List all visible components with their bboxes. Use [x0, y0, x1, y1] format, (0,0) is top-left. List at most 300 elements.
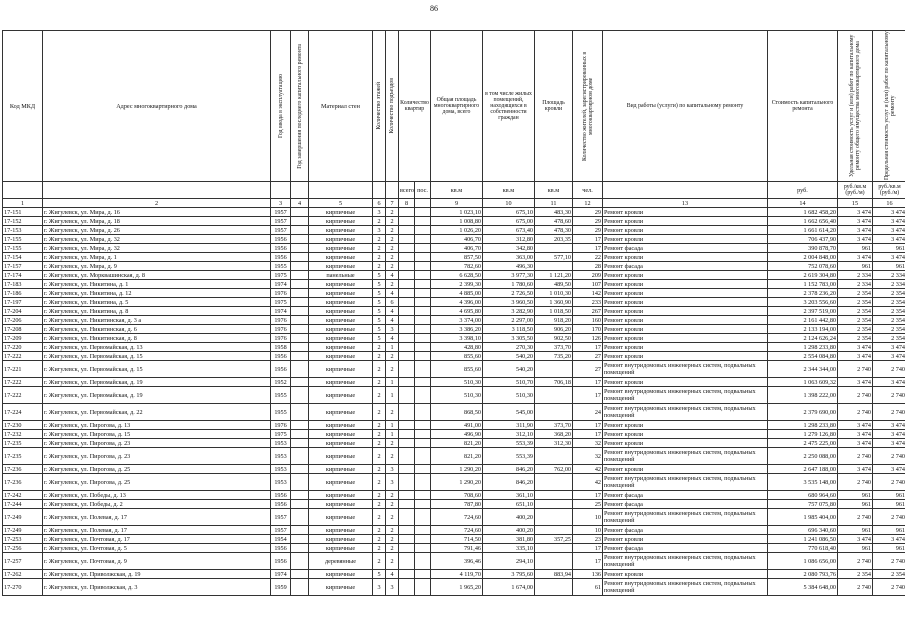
residents-cell: 17	[573, 387, 603, 404]
unit-cost-cell: 2 740	[838, 387, 873, 404]
max-cost-cell: 2 334	[873, 280, 905, 289]
apartments-pos-cell	[415, 361, 431, 378]
address-cell: г. Жигулевск, ул. Никитинская, д. 8	[43, 334, 271, 343]
roof-area-cell: 902,50	[535, 334, 573, 343]
year-cell: 1957	[271, 526, 291, 535]
res-area-cell: 342,80	[483, 244, 535, 253]
year-last-cell	[291, 289, 309, 298]
year-last-cell	[291, 430, 309, 439]
kod-cell: 17-244	[3, 500, 43, 509]
floors-cell: 2	[373, 387, 386, 404]
entrances-cell: 2	[386, 544, 399, 553]
kod-cell: 17-224	[3, 404, 43, 421]
apartments-pos-cell	[415, 271, 431, 280]
kod-cell: 17-151	[3, 208, 43, 217]
res-area-cell: 3 977,30	[483, 271, 535, 280]
total-area-cell: 708,60	[431, 491, 483, 500]
max-cost-cell: 3 474	[873, 217, 905, 226]
floors-cell: 2	[373, 439, 386, 448]
unit-cost-cell: 3 474	[838, 343, 873, 352]
col-number: 9	[431, 199, 483, 208]
table-row	[3, 439, 905, 448]
residents-cell: 17	[573, 378, 603, 387]
res-area-cell: 294,10	[483, 553, 535, 570]
total-area-cell: 6 628,50	[431, 271, 483, 280]
cost-cell: 2 379 690,00	[768, 404, 838, 421]
apartments-pos-cell	[415, 280, 431, 289]
kod-cell: 17-235	[3, 448, 43, 465]
col-number: 14	[768, 199, 838, 208]
walls-cell: кирпичные	[309, 316, 373, 325]
year-last-cell	[291, 253, 309, 262]
work-cell: Ремонт кровли	[603, 535, 768, 544]
address-cell: г. Жигулевск, ул. Никитинская, д. 6	[43, 325, 271, 334]
address-cell: г. Жигулевск, ул. Никитина, д. 12	[43, 289, 271, 298]
year-cell: 1955	[271, 404, 291, 421]
cost-cell: 1 152 783,00	[768, 280, 838, 289]
roof-area-cell	[535, 361, 573, 378]
roof-area-cell: 735,20	[535, 352, 573, 361]
residents-cell: 107	[573, 280, 603, 289]
walls-cell: кирпичные	[309, 253, 373, 262]
max-cost-cell: 961	[873, 262, 905, 271]
year-cell: 1975	[271, 298, 291, 307]
col-number: 8	[399, 199, 415, 208]
work-cell: Ремонт внутридомовых инженерных систем, подвальных помещений	[603, 553, 768, 570]
col-number: 1	[3, 199, 43, 208]
residents-cell: 136	[573, 570, 603, 579]
apartments-pos-cell	[415, 217, 431, 226]
table-row	[3, 500, 905, 509]
roof-area-cell	[535, 500, 573, 509]
walls-cell: панельные	[309, 271, 373, 280]
work-cell: Ремонт внутридомовых инженерных систем, подвальных помещений	[603, 509, 768, 526]
col-number: 13	[603, 199, 768, 208]
year-cell: 1953	[271, 448, 291, 465]
entrances-cell: 4	[386, 271, 399, 280]
table-row	[3, 491, 905, 500]
header-roof-area: Площадь кровли	[542, 100, 565, 112]
residents-cell: 17	[573, 421, 603, 430]
total-area-cell: 3 398,10	[431, 334, 483, 343]
residents-cell: 233	[573, 298, 603, 307]
res-area-cell: 400,20	[483, 526, 535, 535]
total-area-cell: 406,70	[431, 235, 483, 244]
address-cell: г. Жигулевск, ул. Пирогова, д. 15	[43, 430, 271, 439]
apartments-cell	[399, 244, 415, 253]
residents-cell: 61	[573, 579, 603, 596]
res-area-cell: 3 305,50	[483, 334, 535, 343]
roof-area-cell: 368,20	[535, 430, 573, 439]
year-last-cell	[291, 404, 309, 421]
apartments-cell	[399, 307, 415, 316]
year-cell: 1974	[271, 307, 291, 316]
kod-cell: 17-155	[3, 244, 43, 253]
entrances-cell: 2	[386, 217, 399, 226]
total-area-cell: 1 965,20	[431, 579, 483, 596]
work-cell: Ремонт фасада	[603, 262, 768, 271]
year-last-cell	[291, 244, 309, 253]
cost-cell: 2 378 236,20	[768, 289, 838, 298]
work-cell: Ремонт кровли	[603, 253, 768, 262]
residents-cell: 28	[573, 262, 603, 271]
cost-cell: 3 535 148,00	[768, 474, 838, 491]
walls-cell: кирпичные	[309, 307, 373, 316]
header-residents: Количество жителей, зарегистрированных в многоквартирном доме	[581, 51, 594, 161]
entrances-cell: 1	[386, 421, 399, 430]
max-cost-cell: 2 740	[873, 404, 905, 421]
residents-cell: 17	[573, 244, 603, 253]
apartments-pos-cell	[415, 404, 431, 421]
address-cell: г. Жигулевск, ул. Полевая, д. 17	[43, 509, 271, 526]
year-cell: 1976	[271, 289, 291, 298]
unit-cost-cell: 2 740	[838, 474, 873, 491]
walls-cell: кирпичные	[309, 526, 373, 535]
cost-cell: 680 964,60	[768, 491, 838, 500]
apartments-cell	[399, 535, 415, 544]
entrances-cell: 2	[386, 509, 399, 526]
residents-cell: 32	[573, 448, 603, 465]
kod-cell: 17-222	[3, 352, 43, 361]
total-area-cell: 868,50	[431, 404, 483, 421]
col-number: 5	[309, 199, 373, 208]
total-area-cell: 428,80	[431, 343, 483, 352]
address-cell: г. Жигулевск, ул. Победы, д. 13	[43, 491, 271, 500]
roof-area-cell	[535, 262, 573, 271]
work-cell: Ремонт кровли	[603, 352, 768, 361]
total-area-cell: 782,60	[431, 262, 483, 271]
floors-cell: 5	[373, 325, 386, 334]
walls-cell: кирпичные	[309, 226, 373, 235]
res-area-cell: 545,00	[483, 404, 535, 421]
address-cell: г. Жигулевск, ул. Полевая, д. 17	[43, 526, 271, 535]
residents-cell: 267	[573, 307, 603, 316]
residents-cell: 24	[573, 404, 603, 421]
res-area-cell: 496,30	[483, 262, 535, 271]
kod-cell: 17-253	[3, 535, 43, 544]
kod-cell: 17-206	[3, 316, 43, 325]
total-area-cell: 1 290,20	[431, 465, 483, 474]
res-area-cell: 1 674,00	[483, 579, 535, 596]
entrances-cell: 1	[386, 387, 399, 404]
cost-cell: 1 682 458,20	[768, 208, 838, 217]
apartments-pos-cell	[415, 343, 431, 352]
total-area-cell: 406,70	[431, 244, 483, 253]
unit-rub-sqm-2: руб./кв.м (руб./м)	[873, 182, 905, 199]
work-cell: Ремонт кровли	[603, 378, 768, 387]
cost-cell: 3 203 556,60	[768, 298, 838, 307]
total-area-cell: 510,30	[431, 378, 483, 387]
kod-cell: 17-270	[3, 579, 43, 596]
roof-area-cell: 357,25	[535, 535, 573, 544]
walls-cell: кирпичные	[309, 334, 373, 343]
header-walls: Материал стен	[309, 31, 373, 182]
max-cost-cell: 2 740	[873, 387, 905, 404]
floors-cell: 3	[373, 226, 386, 235]
table-row	[3, 280, 905, 289]
address-cell: г. Жигулевск, ул. Победы, д. 2	[43, 500, 271, 509]
apartments-cell	[399, 226, 415, 235]
address-cell: г. Жигулевск, ул. Никитина, д. 8	[43, 307, 271, 316]
address-cell: г. Жигулевск, ул. Приволжская, д. 3	[43, 579, 271, 596]
work-cell: Ремонт кровли	[603, 316, 768, 325]
header-total-area: Общая площадь многоквартирного дома, всего	[433, 97, 480, 115]
apartments-cell	[399, 208, 415, 217]
residents-cell: 42	[573, 465, 603, 474]
roof-area-cell: 1 018,50	[535, 307, 573, 316]
apartments-pos-cell	[415, 430, 431, 439]
unit-cost-cell: 2 740	[838, 404, 873, 421]
apartments-pos-cell	[415, 244, 431, 253]
entrances-cell: 6	[386, 298, 399, 307]
total-area-cell: 787,80	[431, 500, 483, 509]
entrances-cell: 2	[386, 235, 399, 244]
address-cell: г. Жигулевск, ул. Почтовая, д. 5	[43, 544, 271, 553]
year-cell: 1955	[271, 262, 291, 271]
max-cost-cell: 2 354	[873, 307, 905, 316]
table-row	[3, 316, 905, 325]
total-area-cell: 724,60	[431, 526, 483, 535]
apartments-cell	[399, 235, 415, 244]
max-cost-cell: 3 474	[873, 343, 905, 352]
year-last-cell	[291, 544, 309, 553]
apartments-cell	[399, 421, 415, 430]
year-last-cell	[291, 307, 309, 316]
year-last-cell	[291, 474, 309, 491]
unit-sqm-3: кв.м	[535, 182, 573, 199]
cost-cell: 390 878,70	[768, 244, 838, 253]
year-cell: 1956	[271, 244, 291, 253]
residents-cell: 170	[573, 325, 603, 334]
repair-register-table	[2, 30, 905, 596]
walls-cell: кирпичные	[309, 244, 373, 253]
max-cost-cell: 2 334	[873, 271, 905, 280]
year-last-cell	[291, 570, 309, 579]
work-cell: Ремонт кровли	[603, 289, 768, 298]
res-area-cell: 3 960,50	[483, 298, 535, 307]
entrances-cell: 3	[386, 465, 399, 474]
entrances-cell: 4	[386, 570, 399, 579]
walls-cell: кирпичные	[309, 208, 373, 217]
kod-cell: 17-235	[3, 439, 43, 448]
res-area-cell: 312,10	[483, 430, 535, 439]
cost-cell: 2 080 793,76	[768, 570, 838, 579]
apartments-cell	[399, 404, 415, 421]
residents-cell: 17	[573, 235, 603, 244]
total-area-cell: 855,60	[431, 352, 483, 361]
year-last-cell	[291, 325, 309, 334]
walls-cell: кирпичные	[309, 404, 373, 421]
col-number: 4	[291, 199, 309, 208]
year-last-cell	[291, 298, 309, 307]
cost-cell: 1 985 404,00	[768, 509, 838, 526]
address-cell: г. Жигулевск, ул. Мира, д. 32	[43, 235, 271, 244]
unit-rub: руб.	[768, 182, 838, 199]
total-area-cell: 1 008,80	[431, 217, 483, 226]
residents-cell: 27	[573, 352, 603, 361]
year-cell: 1957	[271, 208, 291, 217]
max-cost-cell: 3 474	[873, 352, 905, 361]
floors-cell: 5	[373, 570, 386, 579]
res-area-cell: 675,10	[483, 208, 535, 217]
apartments-cell	[399, 316, 415, 325]
total-area-cell: 4 885,00	[431, 289, 483, 298]
unit-apart-pos: пос.	[415, 182, 431, 199]
apartments-cell	[399, 579, 415, 596]
roof-area-cell	[535, 509, 573, 526]
total-area-cell: 510,30	[431, 387, 483, 404]
year-cell: 1955	[271, 387, 291, 404]
header-unit-cost: Удельная стоимость услуг и (или) работ по капитальному ремонту общего имущества многоквартирного дома	[849, 34, 861, 178]
work-cell: Ремонт фасада	[603, 500, 768, 509]
res-area-cell: 1 780,60	[483, 280, 535, 289]
unit-cost-cell: 961	[838, 544, 873, 553]
entrances-cell: 2	[386, 352, 399, 361]
floors-cell: 2	[373, 253, 386, 262]
entrances-cell: 1	[386, 430, 399, 439]
unit-cost-cell: 3 474	[838, 226, 873, 235]
unit-cost-cell: 2 740	[838, 448, 873, 465]
roof-area-cell: 706,18	[535, 378, 573, 387]
unit-cost-cell: 3 474	[838, 253, 873, 262]
max-cost-cell: 3 474	[873, 253, 905, 262]
max-cost-cell: 3 474	[873, 421, 905, 430]
work-cell: Ремонт кровли	[603, 307, 768, 316]
year-cell: 1957	[271, 217, 291, 226]
floors-cell: 2	[373, 378, 386, 387]
apartments-cell	[399, 387, 415, 404]
apartments-pos-cell	[415, 553, 431, 570]
apartments-cell	[399, 526, 415, 535]
entrances-cell: 4	[386, 289, 399, 298]
cost-cell: 1 086 656,00	[768, 553, 838, 570]
work-cell: Ремонт фасада	[603, 544, 768, 553]
apartments-pos-cell	[415, 298, 431, 307]
res-area-cell: 3 795,60	[483, 570, 535, 579]
apartments-pos-cell	[415, 535, 431, 544]
year-last-cell	[291, 343, 309, 352]
residents-cell: 17	[573, 343, 603, 352]
floors-cell: 2	[373, 553, 386, 570]
roof-area-cell: 312,30	[535, 439, 573, 448]
apartments-cell	[399, 262, 415, 271]
unit-cost-cell: 961	[838, 500, 873, 509]
year-cell: 1956	[271, 553, 291, 570]
table-row	[3, 579, 905, 596]
table-row	[3, 325, 905, 334]
max-cost-cell: 2 740	[873, 579, 905, 596]
year-last-cell	[291, 208, 309, 217]
cost-cell: 1 063 609,32	[768, 378, 838, 387]
apartments-pos-cell	[415, 526, 431, 535]
floors-cell: 2	[373, 421, 386, 430]
entrances-cell: 2	[386, 253, 399, 262]
max-cost-cell: 961	[873, 526, 905, 535]
table-row	[3, 307, 905, 316]
header-kod: Код МКД	[3, 31, 43, 182]
table-row	[3, 208, 905, 217]
roof-area-cell	[535, 244, 573, 253]
roof-area-cell: 762,00	[535, 465, 573, 474]
res-area-cell: 2 726,50	[483, 289, 535, 298]
apartments-cell	[399, 439, 415, 448]
kod-cell: 17-152	[3, 217, 43, 226]
res-area-cell: 553,39	[483, 439, 535, 448]
work-cell: Ремонт кровли	[603, 430, 768, 439]
res-area-cell: 553,39	[483, 448, 535, 465]
apartments-pos-cell	[415, 474, 431, 491]
table-row	[3, 509, 905, 526]
work-cell: Ремонт кровли	[603, 235, 768, 244]
res-area-cell: 381,80	[483, 535, 535, 544]
cost-cell: 752 078,60	[768, 262, 838, 271]
unit-cost-cell: 2 354	[838, 298, 873, 307]
header-year-built: Год ввода в эксплуатацию	[277, 74, 284, 138]
cost-cell: 2 124 626,24	[768, 334, 838, 343]
year-cell: 1956	[271, 235, 291, 244]
address-cell: г. Жигулевск, ул. Приволжская, д. 19	[43, 570, 271, 579]
entrances-cell: 2	[386, 448, 399, 465]
max-cost-cell: 2 354	[873, 316, 905, 325]
residents-cell: 17	[573, 544, 603, 553]
apartments-pos-cell	[415, 226, 431, 235]
unit-apart-all: всего	[399, 182, 415, 199]
roof-area-cell	[535, 387, 573, 404]
walls-cell: кирпичные	[309, 298, 373, 307]
apartments-pos-cell	[415, 378, 431, 387]
total-area-cell: 855,60	[431, 361, 483, 378]
cost-cell: 2 133 194,00	[768, 325, 838, 334]
floors-cell: 2	[373, 361, 386, 378]
year-cell: 1975	[271, 430, 291, 439]
entrances-cell: 3	[386, 579, 399, 596]
cost-cell: 2 397 519,00	[768, 307, 838, 316]
year-cell: 1957	[271, 226, 291, 235]
entrances-cell: 2	[386, 280, 399, 289]
kod-cell: 17-262	[3, 570, 43, 579]
address-cell: г. Жигулевск, ул. Первомайская, д. 19	[43, 378, 271, 387]
address-cell: г. Жигулевск, ул. Пирогова, д. 13	[43, 421, 271, 430]
year-cell: 1956	[271, 491, 291, 500]
residents-cell: 29	[573, 226, 603, 235]
res-area-cell: 540,20	[483, 361, 535, 378]
unit-cost-cell: 3 474	[838, 352, 873, 361]
residents-cell: 209	[573, 271, 603, 280]
address-cell: г. Жигулевск, ул. Мира, д. 9	[43, 262, 271, 271]
kod-cell: 17-204	[3, 307, 43, 316]
roof-area-cell: 373,70	[535, 343, 573, 352]
year-last-cell	[291, 579, 309, 596]
floors-cell: 3	[373, 208, 386, 217]
total-area-cell: 4 119,70	[431, 570, 483, 579]
col-number: 11	[535, 199, 573, 208]
walls-cell: кирпичные	[309, 448, 373, 465]
table-body	[3, 208, 905, 596]
roof-area-cell: 489,50	[535, 280, 573, 289]
residents-cell: 27	[573, 361, 603, 378]
unit-cost-cell: 961	[838, 526, 873, 535]
walls-cell: кирпичные	[309, 280, 373, 289]
kod-cell: 17-155	[3, 235, 43, 244]
cost-cell: 1 241 086,50	[768, 535, 838, 544]
year-cell: 1976	[271, 325, 291, 334]
roof-area-cell	[535, 491, 573, 500]
roof-area-cell: 918,20	[535, 316, 573, 325]
work-cell: Ремонт кровли	[603, 334, 768, 343]
residents-cell: 160	[573, 316, 603, 325]
cost-cell: 1 662 656,40	[768, 217, 838, 226]
header-cost: Стоимость капитального ремонта	[771, 100, 834, 112]
